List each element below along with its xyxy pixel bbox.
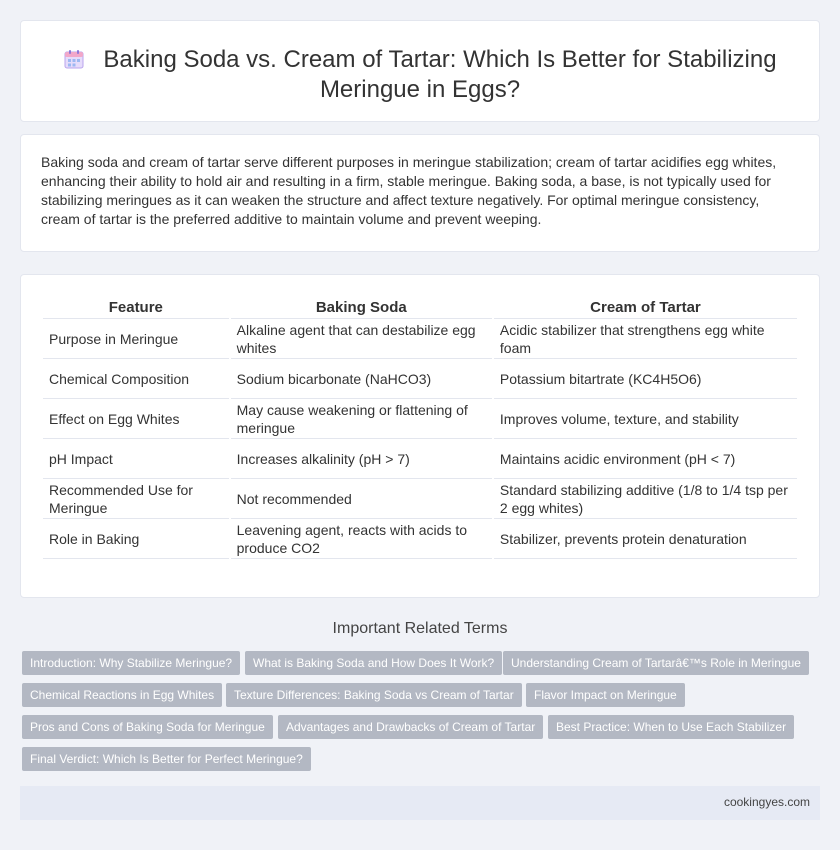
table-cell: Chemical Composition — [43, 359, 229, 399]
related-term-tag[interactable]: Texture Differences: Baking Soda vs Cream of Tartar — [226, 683, 522, 707]
table-cell: Sodium bicarbonate (NaHCO3) — [231, 359, 492, 399]
table-cell: Potassium bitartrate (KC4H5O6) — [494, 359, 797, 399]
table-cell: Maintains acidic environment (pH < 7) — [494, 439, 797, 479]
footer — [20, 786, 820, 820]
related-term-tag[interactable]: Flavor Impact on Meringue — [526, 683, 685, 707]
page-title — [21, 45, 819, 105]
related-term-tag[interactable]: Best Practice: When to Use Each Stabilizer — [548, 715, 794, 739]
comparison-table-card — [20, 274, 820, 598]
table-cell: Alkaline agent that can destabilize egg whites — [231, 319, 492, 359]
related-term-tag[interactable]: What is Baking Soda and How Does It Work? — [245, 651, 502, 675]
table-header-row — [43, 295, 797, 319]
table-cell: Purpose in Meringue — [43, 319, 229, 359]
table-cell: Not recommended — [231, 479, 492, 519]
table-row — [43, 479, 797, 519]
column-header-baking-soda: Baking Soda — [231, 295, 492, 319]
related-terms-title: Important Related Terms — [332, 620, 508, 637]
table-cell: Leavening agent, reacts with acids to produce CO2 — [231, 519, 492, 559]
table-cell: Role in Baking — [43, 519, 229, 559]
table-cell: pH Impact — [43, 439, 229, 479]
summary-text: Baking soda and cream of tartar serve different purposes in meringue stabilization; cream of tartar acidifies egg whites, enhancing their ability to hold air and resulting in a firm, stable meringue. Baking soda, a base, is not typically used for stabilizing meringues as it can weaken the structure and affect texture negatively. For optimal meringue consistency, cream of tartar is the preferred additive to maintain volume and prevent weeping. — [41, 154, 777, 227]
table-row — [43, 319, 797, 359]
related-term-tag[interactable]: Pros and Cons of Baking Soda for Meringue — [22, 715, 273, 739]
summary-card — [20, 134, 820, 252]
table-cell: May cause weakening or flattening of meringue — [231, 399, 492, 439]
related-term-tag[interactable]: Chemical Reactions in Egg Whites — [22, 683, 222, 707]
related-term-tag[interactable]: Introduction: Why Stabilize Meringue? — [22, 651, 240, 675]
column-header-cream-of-tartar: Cream of Tartar — [494, 295, 797, 319]
table-cell: Increases alkalinity (pH > 7) — [231, 439, 492, 479]
table-row — [43, 439, 797, 479]
table-row — [43, 519, 797, 559]
table-cell: Improves volume, texture, and stability — [494, 399, 797, 439]
column-header-feature: Feature — [43, 295, 229, 319]
table-cell: Recommended Use for Meringue — [43, 479, 229, 519]
table-row — [43, 399, 797, 439]
calendar-icon — [63, 48, 85, 70]
table-cell: Standard stabilizing additive (1/8 to 1/4 tsp per 2 egg whites) — [494, 479, 797, 519]
related-term-tag[interactable]: Advantages and Drawbacks of Cream of Tartar — [278, 715, 543, 739]
table-cell: Effect on Egg Whites — [43, 399, 229, 439]
footer-site-name[interactable]: cookingyes.com — [723, 795, 810, 809]
page-title-text: Baking Soda vs. Cream of Tartar: Which Is Better for Stabilizing Meringue in Eggs? — [103, 46, 777, 103]
table-cell: Acidic stabilizer that strengthens egg white foam — [494, 319, 797, 359]
related-term-tag[interactable]: Understanding Cream of Tartarâ€™s Role in Meringue — [503, 651, 809, 675]
table-row — [43, 359, 797, 399]
table-cell: Stabilizer, prevents protein denaturation — [494, 519, 797, 559]
header-card — [20, 20, 820, 122]
comparison-table — [41, 295, 799, 559]
related-term-tag[interactable]: Final Verdict: Which Is Better for Perfect Meringue? — [22, 747, 311, 771]
